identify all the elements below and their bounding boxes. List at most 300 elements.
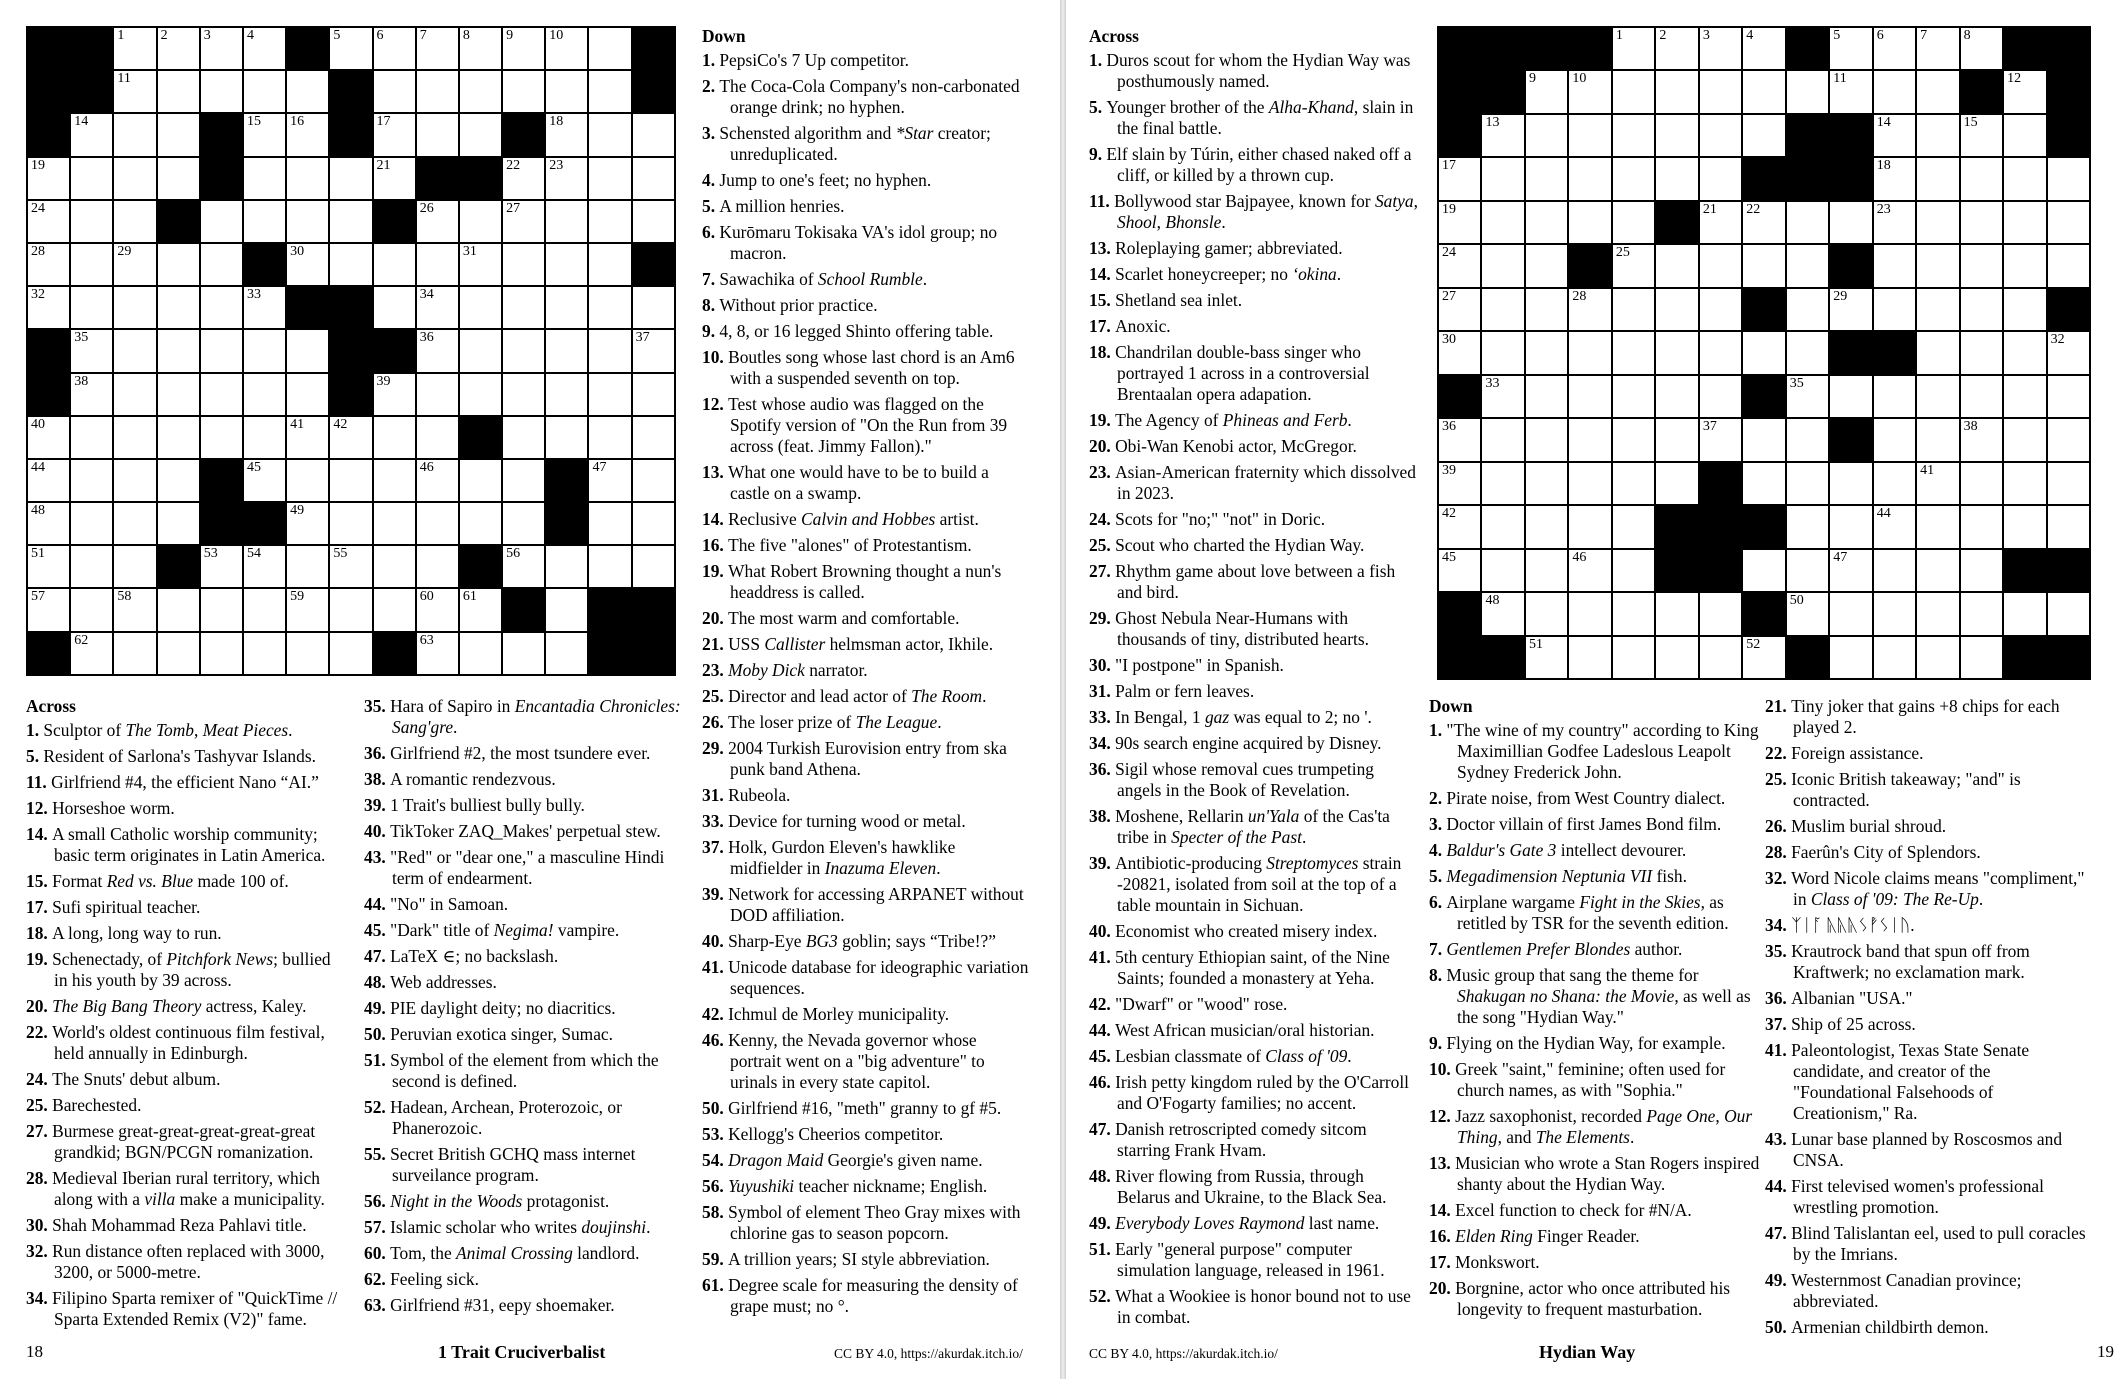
grid-cell[interactable]: [157, 70, 200, 113]
grid-cell[interactable]: [70, 588, 113, 631]
grid-cell[interactable]: [70, 200, 113, 243]
grid-cell[interactable]: [157, 459, 200, 502]
grid-cell[interactable]: [1873, 549, 1916, 592]
grid-cell[interactable]: [2003, 288, 2046, 331]
grid-cell[interactable]: [1655, 244, 1698, 287]
grid-cell[interactable]: [373, 459, 416, 502]
grid-cell[interactable]: [157, 588, 200, 631]
grid-cell[interactable]: [329, 588, 372, 631]
grid-cell[interactable]: [416, 27, 459, 70]
grid-cell[interactable]: [1699, 592, 1742, 635]
grid-cell[interactable]: [1960, 549, 2003, 592]
grid-cell[interactable]: [157, 329, 200, 372]
grid-cell[interactable]: [502, 632, 545, 675]
grid-cell[interactable]: [1786, 288, 1829, 331]
grid-cell[interactable]: [502, 243, 545, 286]
grid-cell[interactable]: [1438, 288, 1481, 331]
grid-cell[interactable]: [1568, 157, 1611, 200]
grid-cell[interactable]: [1481, 331, 1524, 374]
grid-cell[interactable]: [243, 416, 286, 459]
grid-cell[interactable]: [1699, 157, 1742, 200]
grid-cell[interactable]: [1568, 462, 1611, 505]
grid-cell[interactable]: [286, 416, 329, 459]
grid-cell[interactable]: [200, 27, 243, 70]
grid-cell[interactable]: [2047, 418, 2090, 461]
grid-cell[interactable]: [373, 243, 416, 286]
grid-cell[interactable]: [416, 632, 459, 675]
grid-cell[interactable]: [200, 329, 243, 372]
grid-cell[interactable]: [416, 373, 459, 416]
grid-cell[interactable]: [286, 329, 329, 372]
grid-cell[interactable]: [373, 157, 416, 200]
grid-cell[interactable]: [329, 416, 372, 459]
grid-cell[interactable]: [1438, 157, 1481, 200]
grid-cell[interactable]: [416, 113, 459, 156]
grid-cell[interactable]: [1786, 244, 1829, 287]
grid-cell[interactable]: [1786, 549, 1829, 592]
grid-cell[interactable]: [459, 243, 502, 286]
grid-cell[interactable]: [1655, 114, 1698, 157]
grid-cell[interactable]: [286, 459, 329, 502]
grid-cell[interactable]: [1525, 592, 1568, 635]
grid-cell[interactable]: [113, 632, 156, 675]
grid-cell[interactable]: [588, 200, 631, 243]
grid-cell[interactable]: [1481, 201, 1524, 244]
grid-cell[interactable]: [2003, 375, 2046, 418]
grid-cell[interactable]: [1655, 636, 1698, 679]
grid-cell[interactable]: [1873, 592, 1916, 635]
grid-cell[interactable]: [1786, 70, 1829, 113]
grid-cell[interactable]: [1873, 505, 1916, 548]
grid-cell[interactable]: [27, 157, 70, 200]
grid-cell[interactable]: [632, 286, 675, 329]
grid-cell[interactable]: [1525, 244, 1568, 287]
grid-cell[interactable]: [545, 70, 588, 113]
grid-cell[interactable]: [632, 157, 675, 200]
grid-cell[interactable]: [632, 113, 675, 156]
grid-cell[interactable]: [1438, 505, 1481, 548]
grid-cell[interactable]: [1699, 27, 1742, 70]
grid-cell[interactable]: [2047, 331, 2090, 374]
grid-cell[interactable]: [1786, 592, 1829, 635]
grid-cell[interactable]: [1568, 201, 1611, 244]
grid-cell[interactable]: [588, 373, 631, 416]
grid-cell[interactable]: [113, 545, 156, 588]
grid-cell[interactable]: [27, 416, 70, 459]
grid-cell[interactable]: [200, 545, 243, 588]
grid-cell[interactable]: [1742, 201, 1785, 244]
grid-cell[interactable]: [1612, 201, 1655, 244]
grid-cell[interactable]: [113, 286, 156, 329]
grid-cell[interactable]: [1525, 462, 1568, 505]
grid-cell[interactable]: [243, 373, 286, 416]
grid-cell[interactable]: [157, 157, 200, 200]
grid-cell[interactable]: [588, 157, 631, 200]
grid-cell[interactable]: [1568, 592, 1611, 635]
grid-cell[interactable]: [1612, 70, 1655, 113]
grid-cell[interactable]: [502, 545, 545, 588]
grid-cell[interactable]: [1916, 505, 1959, 548]
grid-cell[interactable]: [459, 113, 502, 156]
grid-cell[interactable]: [588, 113, 631, 156]
grid-cell[interactable]: [329, 502, 372, 545]
grid-cell[interactable]: [1612, 244, 1655, 287]
grid-cell[interactable]: [545, 286, 588, 329]
grid-cell[interactable]: [416, 329, 459, 372]
grid-cell[interactable]: [632, 373, 675, 416]
grid-cell[interactable]: [70, 459, 113, 502]
grid-cell[interactable]: [1786, 462, 1829, 505]
grid-cell[interactable]: [1525, 418, 1568, 461]
grid-cell[interactable]: [632, 545, 675, 588]
grid-cell[interactable]: [588, 329, 631, 372]
grid-cell[interactable]: [1742, 114, 1785, 157]
grid-cell[interactable]: [1873, 375, 1916, 418]
grid-cell[interactable]: [70, 329, 113, 372]
grid-cell[interactable]: [1481, 375, 1524, 418]
grid-cell[interactable]: [502, 459, 545, 502]
grid-cell[interactable]: [1612, 288, 1655, 331]
grid-cell[interactable]: [545, 588, 588, 631]
grid-cell[interactable]: [2003, 462, 2046, 505]
grid-cell[interactable]: [2003, 505, 2046, 548]
grid-cell[interactable]: [545, 329, 588, 372]
grid-cell[interactable]: [1525, 375, 1568, 418]
grid-cell[interactable]: [1438, 244, 1481, 287]
grid-cell[interactable]: [1568, 114, 1611, 157]
grid-cell[interactable]: [502, 502, 545, 545]
grid-cell[interactable]: [113, 113, 156, 156]
grid-cell[interactable]: [1960, 505, 2003, 548]
grid-cell[interactable]: [1829, 201, 1872, 244]
grid-cell[interactable]: [1916, 288, 1959, 331]
grid-cell[interactable]: [1481, 157, 1524, 200]
grid-cell[interactable]: [1525, 70, 1568, 113]
grid-cell[interactable]: [2003, 331, 2046, 374]
grid-cell[interactable]: [2003, 592, 2046, 635]
grid-cell[interactable]: [1960, 114, 2003, 157]
grid-cell[interactable]: [113, 200, 156, 243]
grid-cell[interactable]: [2003, 114, 2046, 157]
grid-cell[interactable]: [1612, 157, 1655, 200]
grid-cell[interactable]: [1916, 636, 1959, 679]
grid-cell[interactable]: [459, 329, 502, 372]
grid-cell[interactable]: [286, 157, 329, 200]
grid-cell[interactable]: [2047, 462, 2090, 505]
grid-cell[interactable]: [113, 502, 156, 545]
grid-cell[interactable]: [27, 502, 70, 545]
grid-cell[interactable]: [27, 459, 70, 502]
grid-cell[interactable]: [243, 459, 286, 502]
grid-cell[interactable]: [113, 588, 156, 631]
grid-cell[interactable]: [1568, 505, 1611, 548]
grid-cell[interactable]: [1438, 462, 1481, 505]
grid-cell[interactable]: [1960, 462, 2003, 505]
grid-cell[interactable]: [329, 632, 372, 675]
grid-cell[interactable]: [1829, 462, 1872, 505]
grid-cell[interactable]: [2003, 201, 2046, 244]
grid-cell[interactable]: [1655, 27, 1698, 70]
grid-cell[interactable]: [545, 200, 588, 243]
grid-cell[interactable]: [1481, 505, 1524, 548]
grid-cell[interactable]: [2003, 244, 2046, 287]
grid-cell[interactable]: [1960, 592, 2003, 635]
grid-cell[interactable]: [373, 416, 416, 459]
grid-cell[interactable]: [1438, 201, 1481, 244]
grid-cell[interactable]: [2047, 505, 2090, 548]
grid-cell[interactable]: [1525, 331, 1568, 374]
grid-cell[interactable]: [373, 373, 416, 416]
grid-cell[interactable]: [1829, 27, 1872, 70]
grid-cell[interactable]: [2047, 244, 2090, 287]
grid-cell[interactable]: [632, 502, 675, 545]
grid-cell[interactable]: [1525, 201, 1568, 244]
grid-cell[interactable]: [1873, 201, 1916, 244]
grid-cell[interactable]: [1873, 157, 1916, 200]
grid-cell[interactable]: [416, 545, 459, 588]
grid-cell[interactable]: [1916, 592, 1959, 635]
grid-cell[interactable]: [113, 27, 156, 70]
grid-cell[interactable]: [113, 373, 156, 416]
grid-cell[interactable]: [286, 588, 329, 631]
grid-cell[interactable]: [1438, 549, 1481, 592]
grid-cell[interactable]: [1960, 244, 2003, 287]
grid-cell[interactable]: [1655, 375, 1698, 418]
grid-cell[interactable]: [157, 243, 200, 286]
grid-cell[interactable]: [243, 157, 286, 200]
grid-cell[interactable]: [459, 459, 502, 502]
grid-cell[interactable]: [416, 70, 459, 113]
grid-cell[interactable]: [286, 545, 329, 588]
grid-cell[interactable]: [1786, 505, 1829, 548]
grid-cell[interactable]: [545, 373, 588, 416]
grid-cell[interactable]: [2047, 201, 2090, 244]
grid-cell[interactable]: [416, 243, 459, 286]
grid-cell[interactable]: [632, 329, 675, 372]
grid-cell[interactable]: [1960, 201, 2003, 244]
grid-cell[interactable]: [416, 502, 459, 545]
grid-cell[interactable]: [545, 113, 588, 156]
grid-cell[interactable]: [70, 113, 113, 156]
grid-cell[interactable]: [632, 200, 675, 243]
grid-cell[interactable]: [1829, 636, 1872, 679]
grid-cell[interactable]: [1786, 331, 1829, 374]
grid-cell[interactable]: [157, 632, 200, 675]
grid-cell[interactable]: [2047, 157, 2090, 200]
grid-cell[interactable]: [1960, 27, 2003, 70]
grid-cell[interactable]: [286, 200, 329, 243]
grid-cell[interactable]: [588, 70, 631, 113]
grid-cell[interactable]: [545, 27, 588, 70]
grid-cell[interactable]: [1699, 201, 1742, 244]
grid-cell[interactable]: [70, 545, 113, 588]
grid-cell[interactable]: [1873, 27, 1916, 70]
grid-cell[interactable]: [1655, 418, 1698, 461]
grid-cell[interactable]: [1612, 505, 1655, 548]
grid-cell[interactable]: [1699, 636, 1742, 679]
grid-cell[interactable]: [1525, 636, 1568, 679]
grid-cell[interactable]: [1699, 375, 1742, 418]
grid-cell[interactable]: [459, 70, 502, 113]
grid-cell[interactable]: [1481, 592, 1524, 635]
grid-cell[interactable]: [70, 632, 113, 675]
grid-cell[interactable]: [27, 588, 70, 631]
grid-cell[interactable]: [502, 329, 545, 372]
grid-cell[interactable]: [70, 373, 113, 416]
grid-cell[interactable]: [113, 70, 156, 113]
grid-cell[interactable]: [1568, 375, 1611, 418]
grid-cell[interactable]: [1960, 288, 2003, 331]
grid-cell[interactable]: [243, 329, 286, 372]
grid-cell[interactable]: [1438, 331, 1481, 374]
grid-cell[interactable]: [2003, 157, 2046, 200]
grid-cell[interactable]: [1829, 549, 1872, 592]
grid-cell[interactable]: [1481, 549, 1524, 592]
grid-cell[interactable]: [1742, 244, 1785, 287]
grid-cell[interactable]: [588, 502, 631, 545]
grid-cell[interactable]: [243, 545, 286, 588]
grid-cell[interactable]: [329, 459, 372, 502]
grid-cell[interactable]: [1568, 288, 1611, 331]
grid-cell[interactable]: [1612, 27, 1655, 70]
grid-cell[interactable]: [286, 70, 329, 113]
grid-cell[interactable]: [1742, 70, 1785, 113]
grid-cell[interactable]: [1481, 418, 1524, 461]
grid-cell[interactable]: [113, 243, 156, 286]
grid-cell[interactable]: [157, 502, 200, 545]
grid-cell[interactable]: [588, 27, 631, 70]
grid-cell[interactable]: [1916, 331, 1959, 374]
grid-cell[interactable]: [588, 459, 631, 502]
grid-cell[interactable]: [243, 70, 286, 113]
grid-cell[interactable]: [1742, 462, 1785, 505]
grid-cell[interactable]: [157, 286, 200, 329]
grid-cell[interactable]: [373, 545, 416, 588]
grid-cell[interactable]: [1612, 549, 1655, 592]
grid-cell[interactable]: [1699, 331, 1742, 374]
grid-cell[interactable]: [1612, 636, 1655, 679]
grid-cell[interactable]: [1829, 288, 1872, 331]
grid-cell[interactable]: [416, 588, 459, 631]
grid-cell[interactable]: [502, 200, 545, 243]
grid-cell[interactable]: [329, 243, 372, 286]
grid-cell[interactable]: [502, 157, 545, 200]
grid-cell[interactable]: [70, 243, 113, 286]
grid-cell[interactable]: [1916, 70, 1959, 113]
grid-cell[interactable]: [1568, 418, 1611, 461]
grid-cell[interactable]: [27, 286, 70, 329]
grid-cell[interactable]: [1916, 244, 1959, 287]
grid-cell[interactable]: [632, 459, 675, 502]
grid-cell[interactable]: [200, 70, 243, 113]
grid-cell[interactable]: [1699, 288, 1742, 331]
grid-cell[interactable]: [459, 632, 502, 675]
grid-cell[interactable]: [1873, 244, 1916, 287]
grid-cell[interactable]: [459, 373, 502, 416]
grid-cell[interactable]: [1525, 288, 1568, 331]
grid-cell[interactable]: [1525, 549, 1568, 592]
grid-cell[interactable]: [373, 70, 416, 113]
grid-cell[interactable]: [1916, 375, 1959, 418]
grid-cell[interactable]: [200, 632, 243, 675]
grid-cell[interactable]: [632, 416, 675, 459]
grid-cell[interactable]: [1655, 331, 1698, 374]
grid-cell[interactable]: [157, 113, 200, 156]
grid-cell[interactable]: [373, 588, 416, 631]
grid-cell[interactable]: [329, 545, 372, 588]
grid-cell[interactable]: [70, 286, 113, 329]
grid-cell[interactable]: [1699, 114, 1742, 157]
grid-cell[interactable]: [2047, 592, 2090, 635]
grid-cell[interactable]: [502, 416, 545, 459]
grid-cell[interactable]: [502, 373, 545, 416]
grid-cell[interactable]: [1786, 375, 1829, 418]
grid-cell[interactable]: [1612, 462, 1655, 505]
grid-cell[interactable]: [1916, 462, 1959, 505]
grid-cell[interactable]: [1742, 418, 1785, 461]
grid-cell[interactable]: [329, 157, 372, 200]
grid-cell[interactable]: [1960, 375, 2003, 418]
grid-cell[interactable]: [286, 632, 329, 675]
grid-cell[interactable]: [545, 545, 588, 588]
grid-cell[interactable]: [1742, 27, 1785, 70]
grid-cell[interactable]: [416, 200, 459, 243]
grid-cell[interactable]: [1655, 157, 1698, 200]
grid-cell[interactable]: [1612, 375, 1655, 418]
grid-cell[interactable]: [373, 113, 416, 156]
grid-cell[interactable]: [200, 588, 243, 631]
grid-cell[interactable]: [588, 416, 631, 459]
grid-cell[interactable]: [1829, 375, 1872, 418]
grid-cell[interactable]: [329, 27, 372, 70]
grid-cell[interactable]: [1873, 114, 1916, 157]
grid-cell[interactable]: [27, 200, 70, 243]
grid-cell[interactable]: [27, 243, 70, 286]
grid-cell[interactable]: [1916, 114, 1959, 157]
grid-cell[interactable]: [1916, 157, 1959, 200]
grid-cell[interactable]: [416, 459, 459, 502]
grid-cell[interactable]: [1568, 70, 1611, 113]
grid-cell[interactable]: [1916, 201, 1959, 244]
grid-cell[interactable]: [459, 200, 502, 243]
grid-cell[interactable]: [286, 373, 329, 416]
grid-cell[interactable]: [1612, 114, 1655, 157]
grid-cell[interactable]: [1873, 636, 1916, 679]
grid-cell[interactable]: [1742, 636, 1785, 679]
grid-cell[interactable]: [1742, 549, 1785, 592]
grid-cell[interactable]: [113, 329, 156, 372]
grid-cell[interactable]: [157, 373, 200, 416]
grid-cell[interactable]: [588, 286, 631, 329]
grid-cell[interactable]: [1916, 549, 1959, 592]
grid-cell[interactable]: [286, 243, 329, 286]
grid-cell[interactable]: [200, 243, 243, 286]
grid-cell[interactable]: [1916, 418, 1959, 461]
grid-cell[interactable]: [1568, 549, 1611, 592]
grid-cell[interactable]: [545, 416, 588, 459]
grid-cell[interactable]: [113, 459, 156, 502]
grid-cell[interactable]: [1438, 418, 1481, 461]
grid-cell[interactable]: [1829, 592, 1872, 635]
grid-cell[interactable]: [157, 416, 200, 459]
grid-cell[interactable]: [70, 157, 113, 200]
grid-cell[interactable]: [1786, 418, 1829, 461]
grid-cell[interactable]: [1829, 70, 1872, 113]
grid-cell[interactable]: [286, 502, 329, 545]
grid-cell[interactable]: [1612, 592, 1655, 635]
grid-cell[interactable]: [329, 200, 372, 243]
grid-cell[interactable]: [502, 286, 545, 329]
